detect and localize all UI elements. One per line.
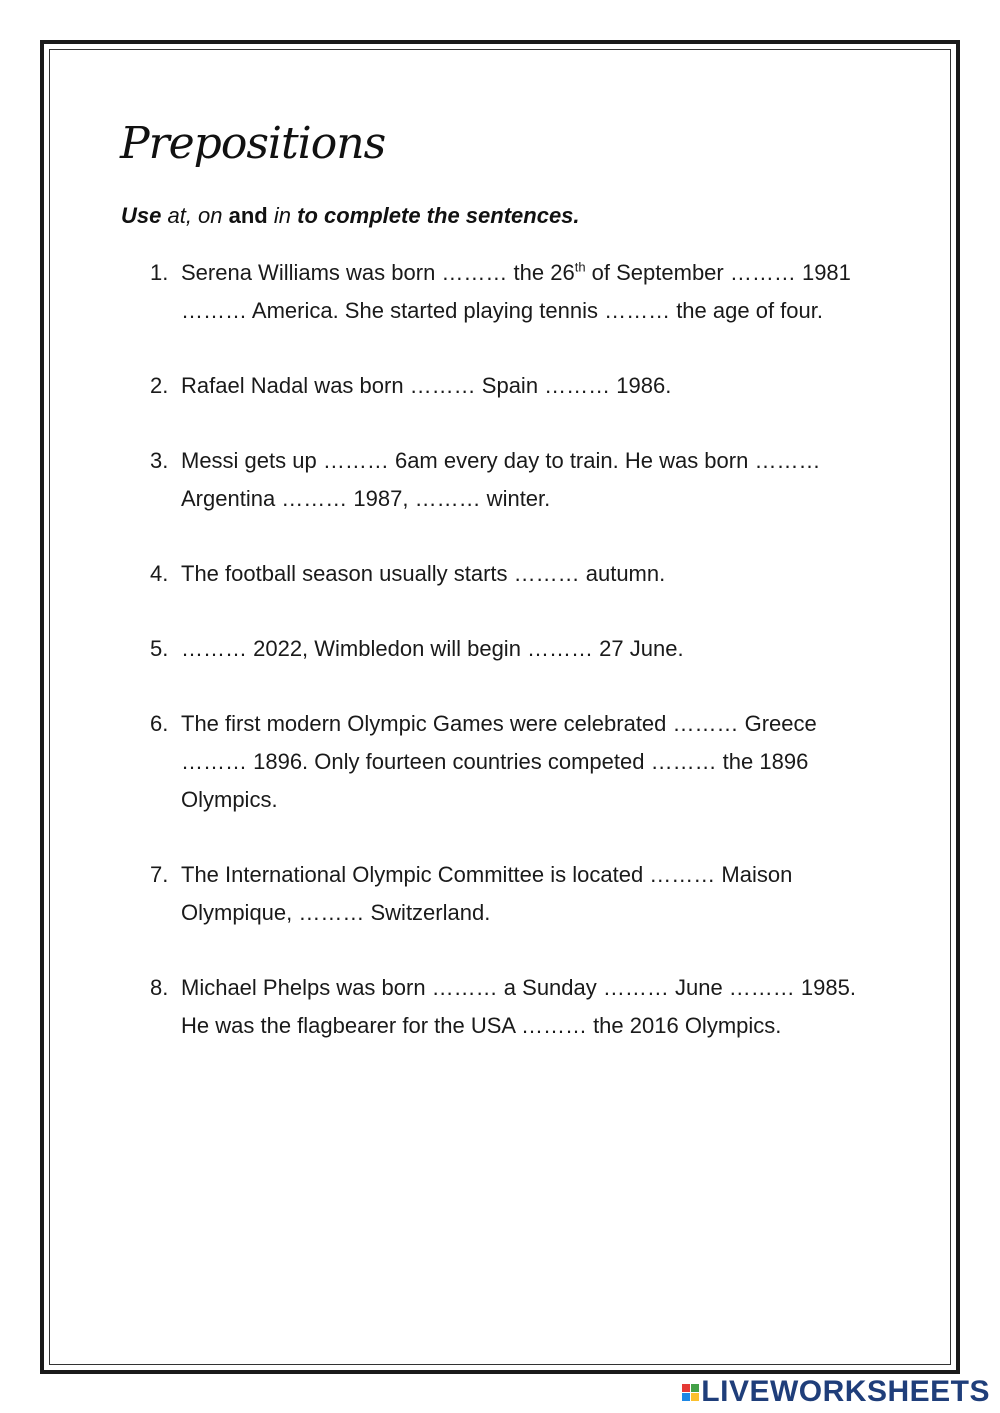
liveworksheets-footer[interactable] [682, 1375, 990, 1409]
exercise-item [150, 856, 885, 932]
instruction-at-on: at, on [161, 203, 223, 228]
item-number: 3. [150, 448, 169, 473]
item-text: The first modern Olympic Games were celebrated ……… Greece ……… 1896. Only fourteen countries competed ……… the 1896 Olympics. [181, 711, 817, 812]
exercise-item [150, 705, 885, 819]
item-number: 7. [150, 862, 169, 887]
instruction-rest: to complete the sentences. [291, 203, 580, 228]
logo-square [691, 1393, 699, 1401]
item-number: 1. [150, 260, 169, 285]
instruction [121, 203, 580, 229]
item-number: 6. [150, 711, 169, 736]
item-text [181, 254, 885, 330]
item-text: The International Olympic Committee is located ……… Maison Olympique, ……… Switzerland. [181, 862, 793, 925]
exercise-item [150, 367, 885, 405]
exercise-item [150, 969, 885, 1045]
item-text: Messi gets up ……… 6am every day to train. He was born ……… Argentina ……… 1987, ……… winter. [181, 448, 821, 511]
instruction-use: Use [121, 203, 162, 228]
item-text-part: of September ……… 1981 ……… America. She started playing tennis ……… the age of four. [181, 260, 851, 323]
exercise-item [150, 254, 885, 330]
liveworksheets-logo-icon [682, 1384, 699, 1401]
logo-square [682, 1393, 690, 1401]
item-number: 8. [150, 975, 169, 1000]
item-number: 2. [150, 373, 169, 398]
instruction-and: and [222, 203, 268, 228]
brand-name: LIVEWORKSHEETS [701, 1375, 990, 1408]
exercise-item [150, 630, 885, 668]
item-text: ……… 2022, Wimbledon will begin ……… 27 June. [181, 636, 684, 661]
exercise-item [150, 555, 885, 593]
logo-square [691, 1384, 699, 1392]
instruction-in: in [267, 203, 291, 228]
ordinal-suffix: th [574, 259, 586, 275]
item-number: 5. [150, 636, 169, 661]
item-text-part: Serena Williams was born ……… the 26 [181, 260, 575, 285]
item-number: 4. [150, 561, 169, 586]
item-text: Rafael Nadal was born ……… Spain ……… 1986. [181, 373, 672, 398]
item-text: The football season usually starts ……… autumn. [181, 561, 666, 586]
page-title: Prepositions [120, 118, 386, 169]
logo-square [682, 1384, 690, 1392]
exercise-item [150, 442, 885, 518]
item-text: Michael Phelps was born ……… a Sunday ……… June ……… 1985. He was the flagbearer for the USA ……… the 2016 Olympics. [181, 975, 856, 1038]
exercise-list [150, 254, 885, 1082]
